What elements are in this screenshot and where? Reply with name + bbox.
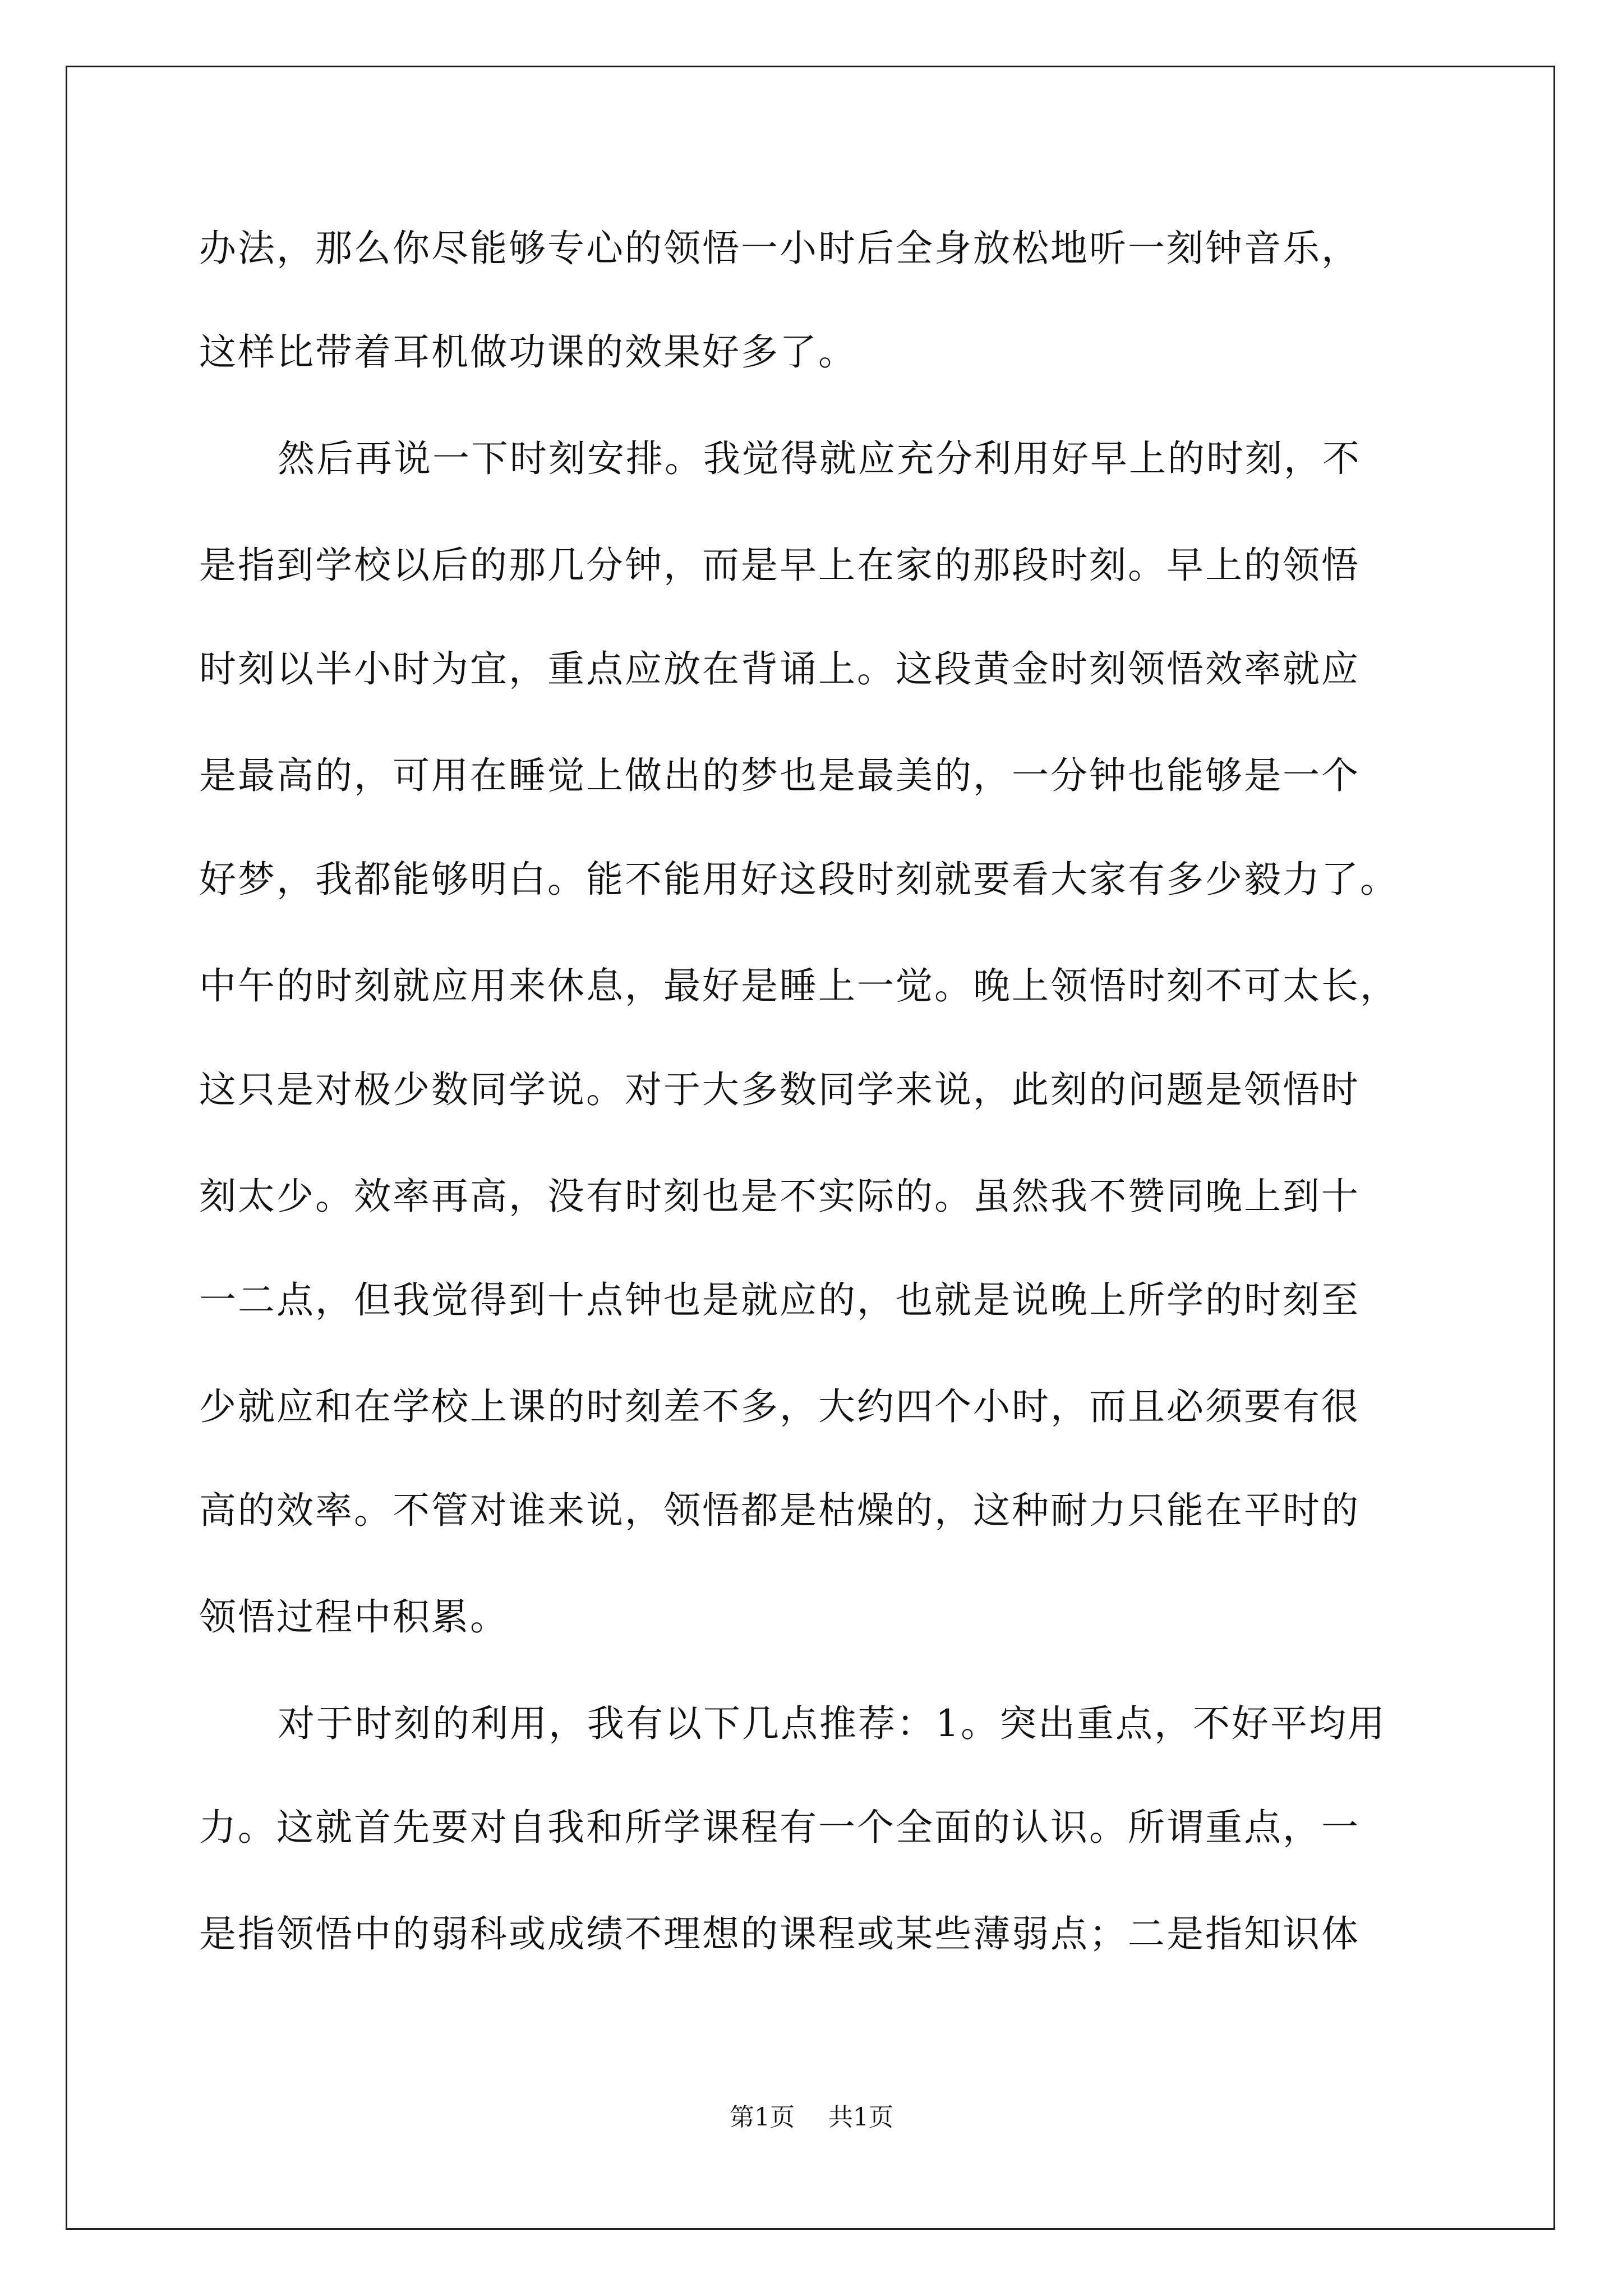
text-line-8: 中午的时刻就应用来休息，最好是睡上一觉。晚上领悟时刻不可太长， xyxy=(199,964,1399,1007)
paragraph-2-line-1: 然后再说一下时刻安排。我觉得就应充分利用好早上的时刻，不 xyxy=(278,437,1361,480)
text-line-7: 好梦，我都能够明白。能不能用好这段时刻就要看大家有多少毅力了。 xyxy=(199,858,1399,901)
text-line-17: 是指领悟中的弱科或成绩不理想的课程或某些薄弱点；二是指知识体 xyxy=(199,1912,1360,1955)
total-pages: 共1页 xyxy=(828,2103,893,2132)
text-line-13: 高的效率。不管对谁来说，领悟都是枯燥的，这种耐力只能在平时的 xyxy=(199,1489,1360,1532)
text-line-6: 是最高的，可用在睡觉上做出的梦也是最美的，一分钟也能够是一个 xyxy=(199,754,1360,797)
text-line-16: 力。这就首先要对自我和所学课程有一个全面的认识。所谓重点，一 xyxy=(199,1806,1360,1849)
paragraph-3-line-1: 对于时刻的利用，我有以下几点推荐：1。突出重点，不好平均用 xyxy=(278,1702,1386,1745)
text-line-5: 时刻以半小时为宜，重点应放在背诵上。这段黄金时刻领悟效率就应 xyxy=(199,647,1360,691)
text-line-14: 领悟过程中积累。 xyxy=(199,1595,509,1639)
text-line-12: 少就应和在学校上课的时刻差不多，大约四个小时，而且必须要有很 xyxy=(199,1385,1360,1428)
text-line-9: 这只是对极少数同学说。对于大多数同学来说，此刻的问题是领悟时 xyxy=(199,1068,1360,1111)
page-number: 第1页 xyxy=(730,2103,795,2132)
text-line-11: 一二点，但我觉得到十点钟也是就应的，也就是说晚上所学的时刻至 xyxy=(199,1278,1360,1322)
page-border xyxy=(66,66,1555,2230)
text-line-10: 刻太少。效率再高，没有时刻也是不实际的。虽然我不赞同晚上到十 xyxy=(199,1175,1360,1218)
text-line-4: 是指到学校以后的那几分钟，而是早上在家的那段时刻。早上的领悟 xyxy=(199,544,1360,587)
page-footer xyxy=(0,2101,1623,2134)
text-line-1: 办法，那么你尽能够专心的领悟一小时后全身放松地听一刻钟音乐， xyxy=(199,227,1360,270)
text-line-2: 这样比带着耳机做功课的效果好多了。 xyxy=(199,330,857,374)
